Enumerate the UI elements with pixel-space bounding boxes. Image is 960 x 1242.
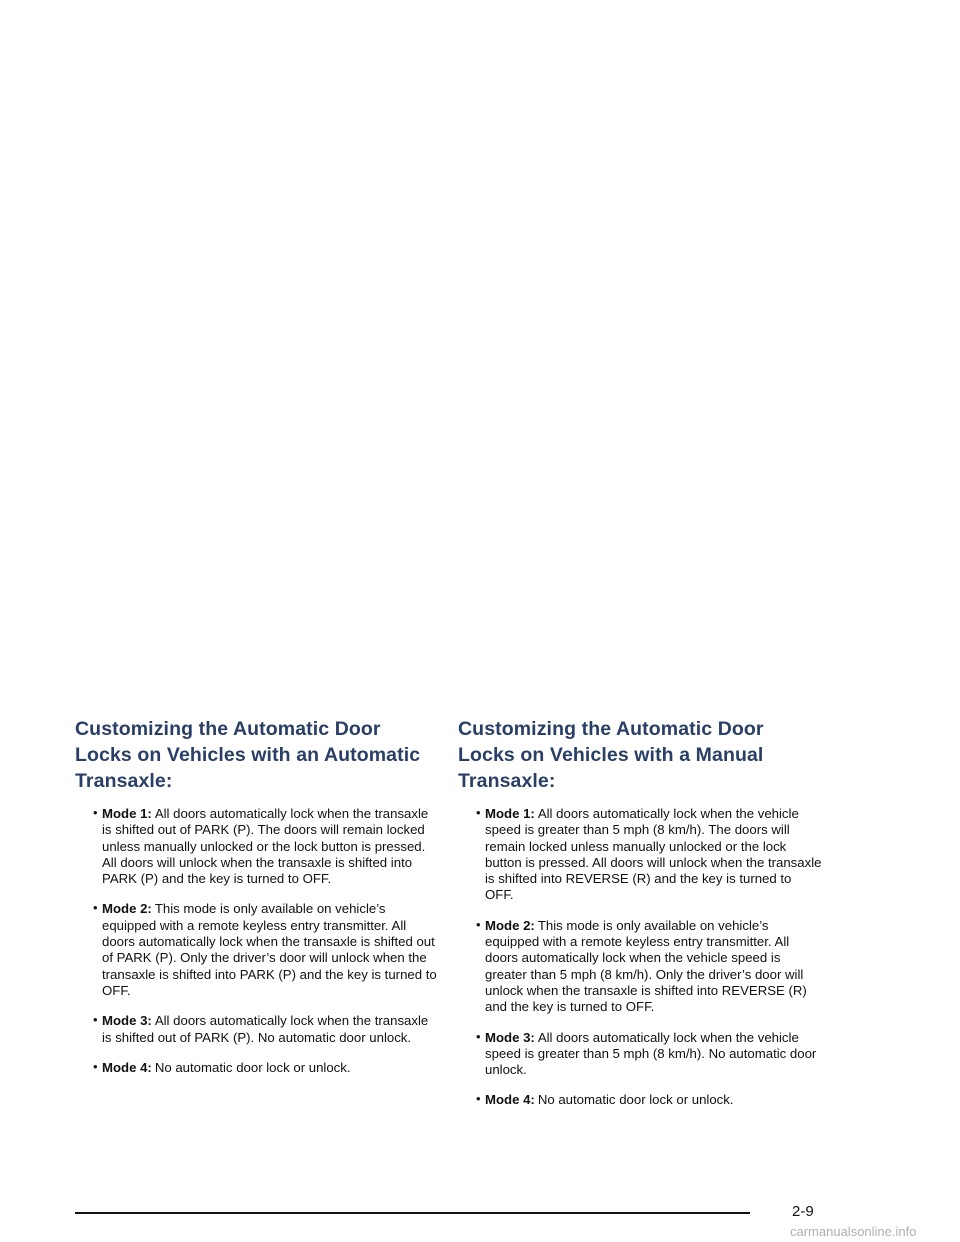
mode-text: No automatic door lock or unlock. [154,1059,351,1075]
mode-list-manual [458,806,823,1109]
left-column [75,716,437,1090]
section-title-manual-transaxle: Customizing the Automatic Door Locks on Vehicles with a Manual Transaxle: [458,718,764,792]
bullet-icon: • [93,1058,98,1074]
mode-list-automatic [75,806,437,1076]
list-item [458,1092,823,1108]
list-item [75,901,437,999]
bullet-icon: • [476,916,481,932]
mode-label: Mode 1: [102,806,152,821]
mode-label: Mode 2: [485,917,535,933]
mode-text: All doors automatically lock when the transaxle is shifted out of PARK (P). The doors will remain locked unless manually unlocked or the lock button is pressed. All doors will unlock when the transaxle is shifted into PARK (P) and the key is turned to OFF. [102,806,429,887]
list-item [458,1030,823,1079]
list-item [458,806,823,904]
section-title-automatic-transaxle: Customizing the Automatic Door Locks on Vehicles with an Automatic Transaxle: [75,718,421,792]
bullet-icon: • [93,900,98,916]
mode-label: Mode 2: [102,901,152,917]
right-column [458,716,823,1123]
mode-label: Mode 4: [102,1059,152,1075]
mode-label: Mode 3: [102,1013,152,1029]
bullet-icon: • [93,805,98,820]
mode-label: Mode 4: [485,1092,535,1108]
mode-text: This mode is only available on vehicle’s equipped with a remote keyless entry transmitter. All doors automatically lock when the vehicle speed is greater than 5 mph (8 km/h). Only the driver’s door will unlock when the transaxle is shifted into REVERSE (R) and the key is turned to OFF. [485,917,807,1015]
mode-text: This mode is only available on vehicle’s equipped with a remote keyless entry transmitter. All doors automatically lock when the transaxle is shifted out of PARK (P). Only the driver’s door will unlock when the transaxle is shifted into PARK (P) and the key is turned to OFF. [102,901,437,998]
bullet-icon: • [476,1091,481,1107]
mode-text: No automatic door lock or unlock. [537,1092,734,1108]
bullet-icon: • [476,805,481,820]
mode-text: All doors automatically lock when the vehicle speed is greater than 5 mph (8 km/h). No automatic door unlock. [485,1029,817,1078]
mode-label: Mode 3: [485,1029,535,1045]
mode-text: All doors automatically lock when the vehicle speed is greater than 5 mph (8 km/h). The doors will remain locked unless manually unlocked or the lock button is pressed. All doors will unlock when the transaxle is shifted into REVERSE (R) and the key is turned to OFF. [485,806,822,903]
watermark: carmanualsonline.info [790,1224,917,1239]
list-item [75,1060,437,1076]
list-item [75,1013,437,1046]
footer-divider [75,1212,750,1214]
list-item [75,806,437,887]
mode-label: Mode 1: [485,806,535,821]
mode-text: All doors automatically lock when the transaxle is shifted out of PARK (P). No automatic door unlock. [102,1013,429,1045]
page-number: 2-9 [792,1203,814,1220]
bullet-icon: • [93,1012,98,1028]
list-item [458,918,823,1016]
bullet-icon: • [476,1028,481,1044]
